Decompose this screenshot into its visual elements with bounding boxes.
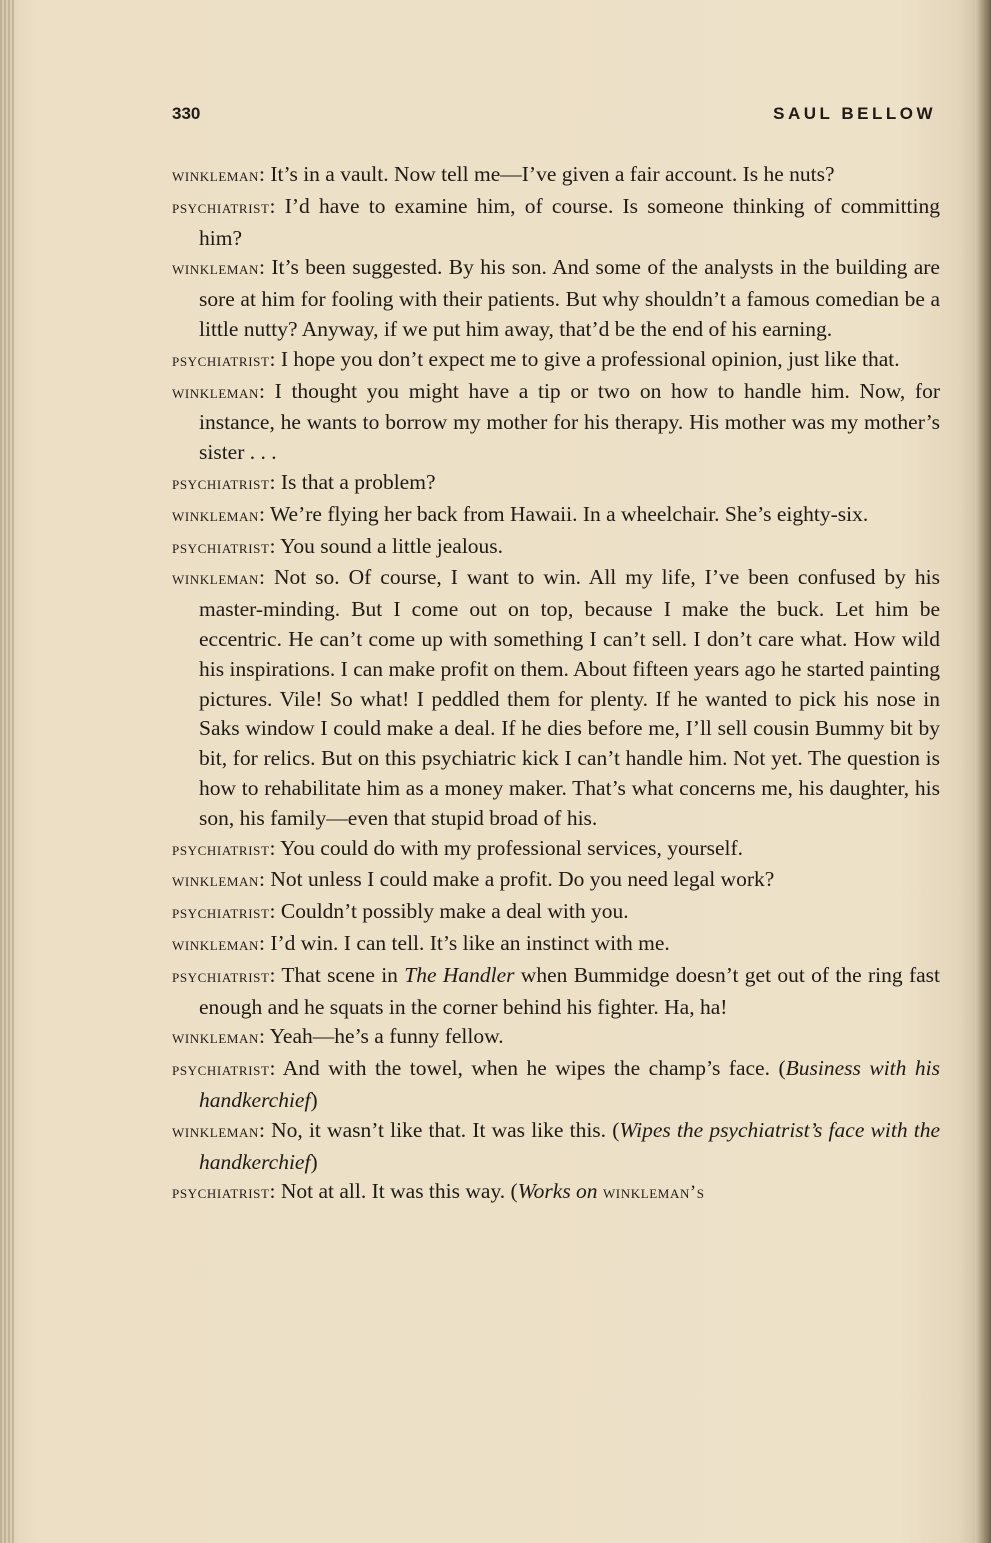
dialogue-entry: winkleman: It’s in a vault. Now tell me—I’ve given a fair account. Is he nuts? bbox=[172, 162, 835, 186]
dialogue-entry: psychiatrist: You sound a little jealous. bbox=[172, 533, 504, 558]
dialogue-entry: winkleman: Not unless I could make a profit. Do you need legal work? bbox=[172, 867, 775, 892]
dialogue-entry: winkleman: I thought you might have a tip or two on how to handle him. Now, for instance, he wants to borrow my mother for his therapy. His mother was my mother’s sister . . . bbox=[172, 378, 940, 465]
speaker-name: psychiatrist bbox=[172, 839, 270, 860]
speaker-name: winkleman bbox=[172, 1028, 259, 1049]
dialogue-line: It’s been suggested. By his son. And some of the analysts in the building are sore at him for fooling with their patients. But why shouldn’t a famous comedian be a little nutty? Anyway, if we put him away, that’d be the end of his earning. bbox=[199, 255, 940, 341]
speaker-name: winkleman bbox=[172, 166, 259, 186]
dialogue-entry: winkleman: I’d win. I can tell. It’s like an instinct with me. bbox=[172, 930, 670, 955]
dialogue-entry: winkleman: Not so. Of course, I want to win. All my life, I’ve been confused by his master-minding. But I come out on top, because I make the buck. Let him be eccentric. He can’t come up with something I can’t sell. I don’t care what. How wild his inspirations. I can make profit on them. About fifteen years ago he started painting pictures. Vile! So what! I peddled them for plenty. If he wanted to pick his nose in Saks window I could make a deal. If he dies before me, I’ll sell cousin Bummy bit by bit, for relics. But on this psychiatric kick I can’t handle him. Not yet. The question is how to rehabilitate him as a money maker. That’s what concerns me, his daughter, his son, his family—even that stupid broad of his. bbox=[172, 565, 940, 830]
binding-gutter bbox=[0, 0, 14, 1543]
speaker-name: psychiatrist bbox=[172, 1060, 270, 1081]
dialogue-line: when Bummidge doesn’t get out of the ring fast enough and he squats in the corner behind his fighter. Ha, ha! bbox=[199, 962, 940, 1019]
dialogue-line: It’s in a vault. Now tell me—I’ve given a fair account. Is he nuts? bbox=[270, 162, 835, 186]
dialogue-entry: psychiatrist: I’d have to examine him, of course. Is someone thinking of committing him? bbox=[172, 193, 940, 250]
speaker-name: winkleman bbox=[172, 382, 259, 403]
dialogue-line: You sound a little jealous. bbox=[280, 533, 504, 558]
dialogue-line: I hope you don’t expect me to give a professional opinion, just like that. bbox=[280, 346, 900, 371]
speaker-name: psychiatrist bbox=[172, 473, 270, 494]
running-head: SAUL BELLOW bbox=[773, 104, 936, 123]
dialogue-entry: psychiatrist: I hope you don’t expect me to give a professional opinion, just like that. bbox=[172, 346, 900, 371]
speaker-name: psychiatrist bbox=[172, 350, 270, 371]
dialogue-entry: psychiatrist: You could do with my professional services, yourself. bbox=[172, 835, 744, 860]
dialogue-entry: psychiatrist: That scene in The Handler when Bummidge doesn’t get out of the ring fast enough and he squats in the corner behind his fighter. Ha, ha! bbox=[172, 962, 940, 1019]
dialogue-line: You could do with my professional services, yourself. bbox=[280, 835, 744, 860]
stage-direction: Business with his handkerchief bbox=[199, 1056, 940, 1112]
dialogue-line: I’d win. I can tell. It’s like an instinct with me. bbox=[270, 930, 670, 955]
stage-direction: Works on bbox=[517, 1179, 598, 1204]
dialogue-line: Not so. Of course, I want to win. All my life, I’ve been confused by his master-minding. But I come out on top, because I make the buck. Let him be eccentric. He can’t come up with something I can’t sell. I don’t care what. How wild his inspirations. I can make profit on them. About fifteen years ago he started painting pictures. Vile! So what! I peddled them for plenty. If he wanted to pick his nose in Saks window I could make a deal. If he dies before me, I’ll sell cousin Bummy bit by bit, for relics. But on this psychiatric kick I can’t handle him. Not yet. The question is how to rehabilitate him as a money maker. That’s what concerns me, his daughter, his son, his family—even that stupid broad of his. bbox=[199, 565, 940, 830]
speaker-name: psychiatrist bbox=[172, 966, 270, 987]
dialogue-entry: psychiatrist: Is that a problem? bbox=[172, 469, 436, 494]
speaker-name: winkleman bbox=[172, 259, 259, 280]
dialogue-line: Not at all. It was this way. ( bbox=[280, 1179, 518, 1204]
speaker-name: psychiatrist bbox=[172, 1183, 270, 1204]
dialogue-line: That scene in bbox=[281, 962, 405, 987]
page-number: 330 bbox=[172, 104, 201, 123]
page-edge bbox=[975, 0, 991, 1543]
dialogue-entry: winkleman: Yeah—he’s a funny fellow. bbox=[172, 1024, 504, 1049]
speaker-name: winkleman bbox=[172, 934, 259, 955]
speaker-name: winkleman bbox=[172, 569, 259, 590]
dialogue-line: No, it wasn’t like that. It was like this. ( bbox=[271, 1117, 620, 1142]
speaker-name: winkleman bbox=[172, 1121, 259, 1142]
script-text bbox=[172, 160, 940, 1209]
dialogue-line: I’d have to examine him, of course. Is someone thinking of committing him? bbox=[199, 193, 940, 250]
speaker-name: psychiatrist bbox=[172, 903, 270, 924]
play-title: The Handler bbox=[404, 962, 515, 987]
page-header bbox=[172, 104, 936, 132]
dialogue-line: And with the towel, when he wipes the champ’s face. ( bbox=[282, 1056, 786, 1081]
speaker-name: psychiatrist bbox=[172, 537, 270, 558]
speaker-name: psychiatrist bbox=[172, 197, 270, 218]
dialogue-entry: winkleman: We’re flying her back from Hawaii. In a wheelchair. She’s eighty-six. bbox=[172, 501, 869, 526]
dialogue-entry: winkleman: It’s been suggested. By his son. And some of the analysts in the building are sore at him for fooling with their patients. But why shouldn’t a famous comedian be a little nutty? Anyway, if we put him away, that’d be the end of his earning. bbox=[172, 255, 940, 341]
character-name: winkleman’s bbox=[602, 1183, 705, 1204]
speaker-name: winkleman bbox=[172, 505, 259, 526]
dialogue-line: Couldn’t possibly make a deal with you. bbox=[280, 899, 629, 924]
stage-direction: Wipes the psychiatrist’s face with the handkerchief bbox=[199, 1117, 940, 1174]
dialogue-entry: psychiatrist: Couldn’t possibly make a deal with you. bbox=[172, 899, 629, 924]
dialogue-line: Yeah—he’s a funny fellow. bbox=[269, 1024, 504, 1049]
dialogue-entry: psychiatrist: Not at all. It was this way. (Works on winkleman’s bbox=[172, 1179, 705, 1204]
dialogue-entry: psychiatrist: And with the towel, when he wipes the champ’s face. (Business with his handkerchief) bbox=[172, 1056, 940, 1112]
dialogue-line: I thought you might have a tip or two on how to handle him. Now, for instance, he wants to borrow my mother for his therapy. His mother was my mother’s sister . . . bbox=[199, 378, 940, 465]
speaker-name: winkleman bbox=[172, 871, 259, 892]
dialogue-line: We’re flying her back from Hawaii. In a wheelchair. She’s eighty-six. bbox=[269, 501, 869, 526]
dialogue-line: Not unless I could make a profit. Do you need legal work? bbox=[270, 867, 775, 892]
dialogue-line: Is that a problem? bbox=[280, 469, 436, 494]
dialogue-entry: winkleman: No, it wasn’t like that. It was like this. (Wipes the psychiatrist’s face with the handkerchief) bbox=[172, 1117, 940, 1174]
